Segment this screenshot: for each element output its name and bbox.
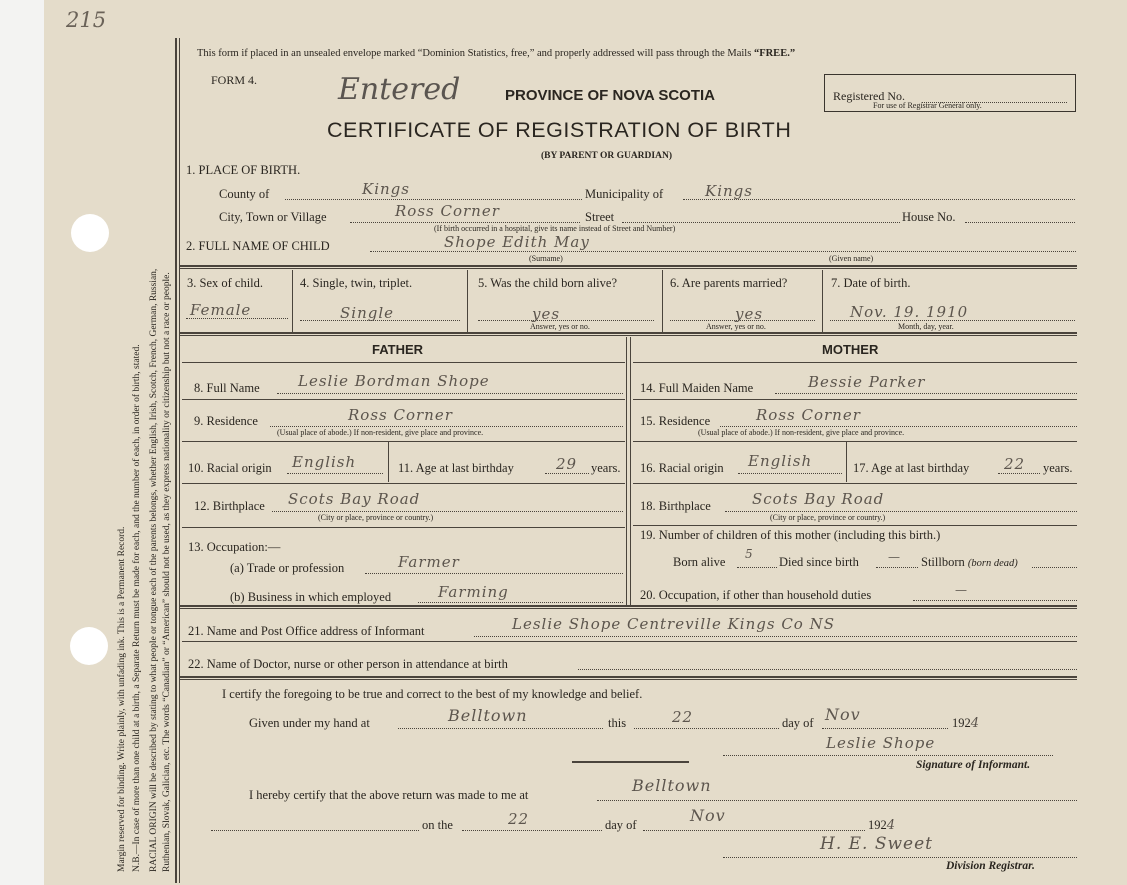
street-line	[622, 222, 900, 223]
this-label: this	[608, 716, 627, 730]
registered-box	[824, 74, 1076, 112]
father-birthplace-line	[272, 511, 623, 512]
page-number: 215	[66, 8, 107, 32]
city-value: Ross Corner	[395, 202, 500, 220]
given-day-value: 22	[672, 708, 694, 726]
father-trade-line	[365, 573, 623, 574]
father-residence-value: Ross Corner	[348, 406, 453, 424]
mother-residence-label: 15. Residence	[640, 414, 711, 428]
dob-note: Month, day, year.	[898, 322, 954, 331]
side-note: N.B.—In case of more than one child at a birth, a Separate Return must be made for each, and the number of each, in order of birth, stated.	[132, 344, 142, 872]
sex-value: Female	[190, 301, 252, 319]
mail-notice: This form if placed in an unsealed envelope marked “Dominion Statistics, free,” and properly addressed will pass through the Mails “FREE.”	[197, 48, 796, 59]
row-rule	[182, 483, 625, 484]
hospital-note: (If birth occurred in a hospital, give its name instead of Street and Number)	[434, 224, 676, 233]
father-birthplace-label: 12. Birthplace	[194, 499, 265, 513]
section-rule	[180, 332, 1077, 334]
row-rule	[182, 399, 625, 400]
section-rule	[180, 335, 1077, 336]
sex-label: 3. Sex of child.	[187, 276, 264, 290]
county-value: Kings	[362, 180, 410, 198]
registered-label: Registered No.	[833, 89, 905, 103]
father-age-value: 29	[556, 455, 578, 473]
place-of-birth-label: 1. PLACE OF BIRTH.	[186, 163, 301, 177]
municipality-value: Kings	[705, 182, 753, 200]
on-the-label: on the	[422, 818, 453, 832]
mother-years-label: years.	[1043, 461, 1073, 475]
father-trade-label: (a) Trade or profession	[230, 561, 345, 575]
mother-header: MOTHER	[822, 342, 879, 357]
mother-maiden-line	[775, 393, 1077, 394]
informant-signature-label: Signature of Informant.	[916, 759, 1031, 771]
section-rule	[180, 265, 1077, 267]
house-line	[965, 222, 1075, 223]
mother-maiden-label: 14. Full Maiden Name	[640, 381, 754, 395]
mother-birthplace-note: (City or place, province or country.)	[770, 513, 886, 522]
side-note: Margin reserved for binding. Write plainly, with unfading ink. This is a Permanent Record.	[117, 526, 127, 872]
side-note: Ruthenian, Slovak, Galician, etc. The words “Canadian” or “American” should not be used, as they express nationality or citizenship but not a race or people.	[162, 272, 172, 872]
dob-line	[830, 320, 1075, 321]
child-name-line	[370, 251, 1076, 252]
mother-occupation-label: 20. Occupation, if other than household duties	[640, 588, 872, 602]
surname-note: (Surname)	[529, 254, 563, 263]
father-occupation-label: 13. Occupation:—	[188, 540, 281, 554]
plurality-line	[300, 320, 460, 321]
father-years-label: years.	[591, 461, 621, 475]
mother-racial-label: 16. Racial origin	[640, 461, 724, 475]
informant-signature: Leslie Shope	[826, 734, 936, 752]
column-divider	[626, 337, 627, 605]
row-rule	[633, 441, 1077, 442]
city-line	[350, 222, 580, 223]
father-name-label: 8. Full Name	[194, 381, 260, 395]
alive-label: 5. Was the child born alive?	[478, 276, 618, 290]
mother-age-line	[998, 473, 1040, 474]
section-rule	[180, 605, 1077, 607]
registrar-signature-label: Division Registrar.	[946, 860, 1035, 872]
section-rule	[180, 676, 1077, 678]
row-rule	[182, 362, 625, 363]
father-name-line	[277, 393, 623, 394]
column-divider	[292, 270, 293, 332]
punch-hole	[70, 627, 108, 665]
row-rule	[633, 483, 1077, 484]
father-residence-label: 9. Residence	[194, 414, 258, 428]
row-rule	[633, 525, 1077, 526]
father-business-value: Farming	[438, 583, 509, 601]
mother-racial-line	[738, 473, 842, 474]
page-subtitle: (BY PARENT OR GUARDIAN)	[541, 151, 672, 161]
given-place-value: Belltown	[448, 706, 528, 725]
given-day-line	[634, 728, 779, 729]
column-divider	[388, 442, 389, 482]
given-place-line	[398, 728, 603, 729]
father-residence-line	[270, 426, 623, 427]
father-racial-line	[287, 473, 383, 474]
given-label: Given under my hand at	[249, 716, 370, 730]
row-rule	[182, 527, 625, 528]
father-trade-value: Farmer	[398, 553, 460, 571]
column-divider	[662, 270, 663, 332]
stillborn-line	[1032, 567, 1077, 568]
registrar-year: 1924	[868, 818, 896, 833]
registrar-day-line	[462, 830, 602, 831]
sex-line	[186, 318, 288, 319]
father-business-line	[418, 602, 623, 603]
county-line	[285, 199, 582, 200]
page-title: CERTIFICATE OF REGISTRATION OF BIRTH	[327, 118, 792, 142]
father-header: FATHER	[372, 342, 424, 357]
alive-line	[478, 320, 654, 321]
plurality-value: Single	[340, 304, 395, 322]
father-birthplace-value: Scots Bay Road	[288, 490, 421, 508]
row-rule	[182, 441, 625, 442]
doctor-label: 22. Name of Doctor, nurse or other person in attendance at birth	[188, 657, 508, 671]
municipality-label: Municipality of	[585, 187, 664, 201]
father-residence-note: (Usual place of abode.) If non-resident, give place and province.	[277, 428, 484, 437]
entered-stamp: Entered	[338, 72, 461, 107]
mother-birthplace-line	[725, 511, 1077, 512]
registrar-statement: I hereby certify that the above return was made to me at	[249, 788, 529, 802]
section-rule	[180, 608, 1077, 609]
county-label: County of	[219, 187, 270, 201]
certify-statement: I certify the foregoing to be true and correct to the best of my knowledge and belief.	[222, 687, 643, 701]
row-rule	[633, 399, 1077, 400]
doctor-line	[578, 669, 1077, 670]
father-name-value: Leslie Bordman Shope	[298, 372, 490, 390]
divider-short	[572, 761, 689, 763]
binding-line	[179, 38, 180, 883]
mother-racial-value: English	[748, 452, 813, 470]
registrar-place-value: Belltown	[632, 776, 712, 795]
mother-age-label: 17. Age at last birthday	[853, 461, 970, 475]
mother-residence-line	[720, 426, 1077, 427]
child-name-label: 2. FULL NAME OF CHILD	[186, 239, 330, 253]
side-note: RACIAL ORIGIN will be described by stating to what people or tongue each of the parents belongs, whether English, Irish, Scotch, French, German, Russian,	[149, 268, 159, 872]
married-label: 6. Are parents married?	[670, 276, 788, 290]
married-value: yes	[735, 305, 764, 323]
informant-line	[474, 636, 1077, 637]
mother-children-label: 19. Number of children of this mother (including this birth.)	[640, 528, 941, 542]
mother-residence-note: (Usual place of abode.) If non-resident, give place and province.	[698, 428, 905, 437]
house-label: House No.	[902, 210, 956, 224]
married-line	[670, 320, 815, 321]
column-divider	[822, 270, 823, 332]
born-alive-label: Born alive	[673, 555, 726, 569]
informant-signature-line	[723, 755, 1053, 756]
father-racial-value: English	[292, 453, 357, 471]
registrar-place-line	[597, 800, 1077, 801]
mother-maiden-value: Bessie Parker	[808, 373, 926, 391]
mother-occupation-line	[913, 600, 1077, 601]
given-month-line	[822, 728, 948, 729]
father-age-line	[545, 473, 589, 474]
died-label: Died since birth	[779, 555, 859, 569]
born-alive-line	[737, 567, 777, 568]
mother-occupation-value: —	[955, 583, 967, 597]
born-alive-value: 5	[745, 547, 753, 561]
mother-age-value: 22	[1004, 455, 1026, 473]
column-divider	[630, 337, 631, 605]
father-birthplace-note: (City or place, province or country.)	[318, 513, 434, 522]
city-label: City, Town or Village	[219, 210, 327, 224]
street-label: Street	[585, 210, 615, 224]
dob-value: Nov. 19. 1910	[850, 303, 969, 321]
column-divider	[467, 270, 468, 332]
informant-value: Leslie Shope Centreville Kings Co NS	[512, 615, 835, 633]
section-rule	[180, 268, 1077, 269]
child-name-value: Shope Edith May	[444, 233, 590, 251]
form-number: FORM 4.	[211, 73, 258, 87]
married-note: Answer, yes or no.	[706, 322, 766, 331]
died-line	[876, 567, 918, 568]
father-business-label: (b) Business in which employed	[230, 590, 392, 604]
punch-hole	[71, 214, 109, 252]
registrar-month-value: Nov	[690, 806, 726, 825]
row-rule	[182, 641, 1077, 642]
alive-note: Answer, yes or no.	[530, 322, 590, 331]
registered-note: For use of Registrar General only.	[873, 101, 982, 110]
section-rule	[180, 679, 1077, 680]
informant-label: 21. Name and Post Office address of Informant	[188, 624, 425, 638]
plurality-label: 4. Single, twin, triplet.	[300, 276, 413, 290]
scan-margin	[0, 0, 44, 885]
mother-residence-value: Ross Corner	[756, 406, 861, 424]
registrar-dayof-label: day of	[605, 818, 637, 832]
province-heading: PROVINCE OF NOVA SCOTIA	[505, 87, 716, 104]
mother-birthplace-value: Scots Bay Road	[752, 490, 885, 508]
registrar-signature: H. E. Sweet	[820, 834, 933, 854]
registrar-lead-line	[211, 830, 419, 831]
stillborn-label: Stillborn (born dead)	[921, 555, 1018, 569]
given-month-value: Nov	[825, 705, 861, 724]
row-rule	[633, 362, 1077, 363]
column-divider	[846, 442, 847, 482]
given-year: 1924	[952, 716, 980, 731]
father-racial-label: 10. Racial origin	[188, 461, 272, 475]
given-name-note: (Given name)	[829, 254, 874, 263]
dob-label: 7. Date of birth.	[831, 276, 911, 290]
died-value: —	[888, 550, 900, 564]
alive-value: yes	[532, 305, 561, 323]
binding-line	[175, 38, 177, 883]
registrar-month-line	[643, 830, 865, 831]
mother-birthplace-label: 18. Birthplace	[640, 499, 711, 513]
registrar-signature-line	[723, 857, 1077, 858]
dayof-label: day of	[782, 716, 814, 730]
registrar-day-value: 22	[508, 810, 530, 828]
father-age-label: 11. Age at last birthday	[398, 461, 514, 475]
